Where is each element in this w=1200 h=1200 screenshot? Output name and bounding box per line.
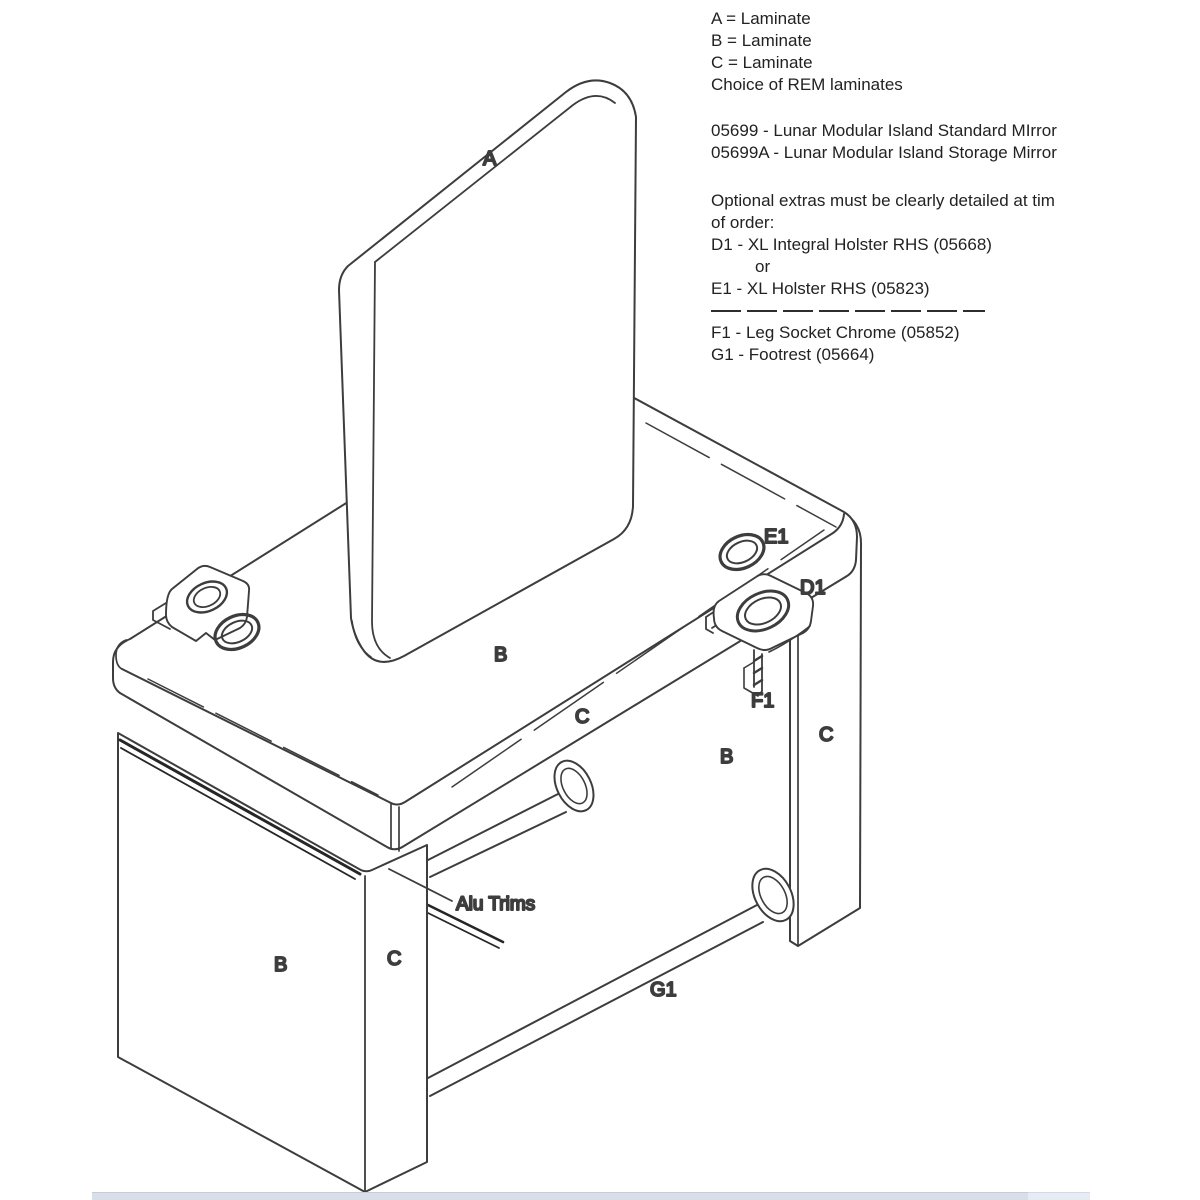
label-mirror-a: A bbox=[483, 148, 497, 170]
label-g1: G1 bbox=[650, 979, 677, 1001]
optional-heading-line: Optional extras must be clearly detailed at tim bbox=[711, 191, 1055, 210]
label-panel-inner-b: B bbox=[720, 746, 734, 768]
optional-item-e1: E1 - XL Holster RHS (05823) bbox=[711, 279, 930, 298]
legend-line: A = Laminate bbox=[711, 9, 811, 28]
label-d1: D1 bbox=[800, 577, 826, 599]
label-panel-outer-c: C bbox=[819, 724, 834, 746]
label-e1: E1 bbox=[764, 526, 789, 548]
product-line: 05699A - Lunar Modular Island Storage Mirror bbox=[711, 143, 1057, 162]
legend-line: Choice of REM laminates bbox=[711, 75, 903, 94]
optional-item-d1: D1 - XL Integral Holster RHS (05668) bbox=[711, 235, 992, 254]
footer-scrollbar-tail bbox=[1028, 1192, 1090, 1200]
notes-divider-line bbox=[711, 310, 985, 312]
label-alu-trims: Alu Trims bbox=[456, 894, 536, 915]
notes-block bbox=[711, 8, 1200, 366]
product-line: 05699 - Lunar Modular Island Standard MIrror bbox=[711, 121, 1057, 140]
legend-line: B = Laminate bbox=[711, 31, 812, 50]
extras-line: G1 - Footrest (05664) bbox=[711, 345, 875, 364]
label-f1: F1 bbox=[751, 690, 775, 712]
label-counter-apron-c: C bbox=[575, 706, 590, 728]
legend-line: C = Laminate bbox=[711, 53, 813, 72]
optional-or: or bbox=[755, 257, 771, 276]
optional-heading-line: of order: bbox=[711, 213, 775, 232]
extras-line: F1 - Leg Socket Chrome (05852) bbox=[711, 323, 960, 342]
footer-scrollbar bbox=[92, 1192, 1028, 1200]
label-base-stile-c: C bbox=[387, 948, 402, 970]
label-counter-top-b: B bbox=[494, 644, 508, 666]
label-base-left-b: B bbox=[274, 954, 288, 976]
